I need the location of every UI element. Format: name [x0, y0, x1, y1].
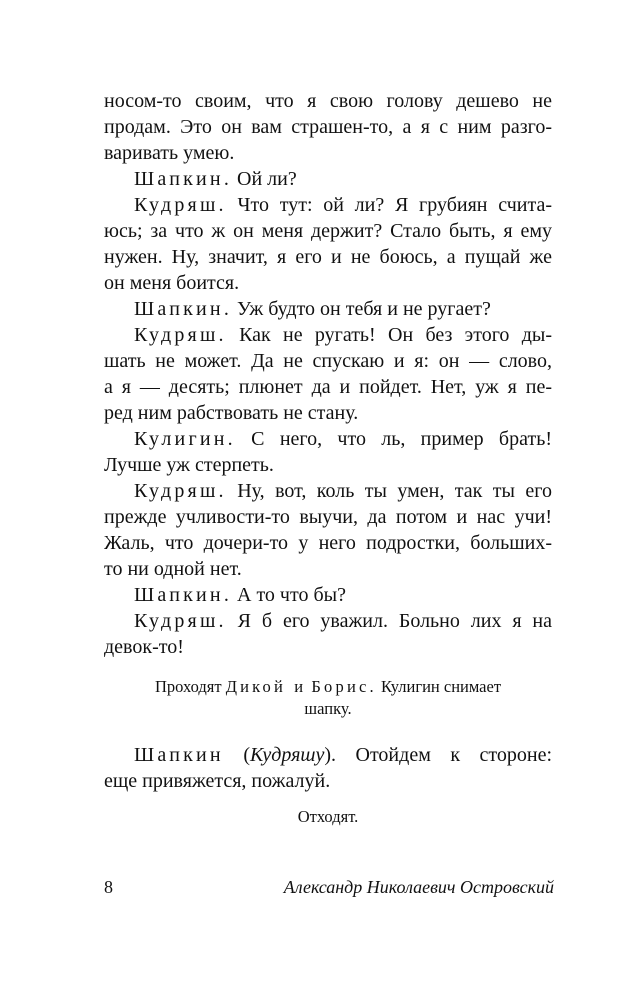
dialogue-line: Кудряш. Ну, вот, коль ты умен, так ты его	[134, 480, 552, 502]
speaker-name: Кудряш.	[134, 194, 227, 216]
text-line: носом-то своим, что я свою голову дешево не	[104, 90, 552, 112]
text-line: ред ним рабствовать не стану.	[104, 402, 359, 424]
dialogue-line: Кудряш. Как не ругать! Он без этого ды-	[134, 324, 552, 346]
speaker-name: Шапкин.	[134, 168, 233, 190]
dialogue-line: Кудряш. Я б его уважил. Больно лих я на	[134, 610, 552, 632]
text-line: шать не может. Да не спускаю и я: он — слово,	[104, 350, 552, 372]
speaker-name: Шапкин	[134, 744, 224, 766]
running-footer-author: Александр Николаевич Островский	[283, 877, 554, 897]
speaker-name: Шапкин.	[134, 584, 233, 606]
text-line: еще привяжется, пожалуй.	[104, 770, 331, 792]
text-line: варивать умею.	[104, 142, 235, 164]
text-line: Жаль, что дочери-то у него подростки, больших-	[104, 532, 552, 554]
page-number: 8	[104, 877, 113, 897]
stage-direction: Отходят.	[297, 807, 359, 826]
character-name: Борис.	[311, 677, 377, 696]
speaker-name: Кудряш.	[134, 610, 227, 632]
speaker-name: Шапкин.	[134, 298, 233, 320]
dialogue-line: Шапкин. А то что бы?	[134, 584, 346, 606]
dialogue-line: Кудряш. Что тут: ой ли? Я грубиян счита-	[134, 194, 553, 216]
text-line: а я — десять; плюнет да и пойдет. Нет, уж я пе-	[104, 376, 552, 398]
dialogue-line: Шапкин. Уж будто он тебя и не ругает?	[134, 298, 491, 320]
dialogue-line: Шапкин. Ой ли?	[134, 168, 297, 190]
speaker-name: Кудряш.	[134, 324, 227, 346]
stage-direction: Проходят Дикой и Борис. Кулигин снимает	[154, 677, 502, 696]
dialogue-line: Шапкин (Кудряшу). Отойдем к стороне:	[134, 744, 553, 766]
dialogue-line: Кулигин. С него, что ль, пример брать!	[134, 428, 552, 450]
text-line: прежде учливости-то выучи, да потом и нас учи!	[104, 506, 552, 528]
text-line: то ни одной нет.	[104, 558, 242, 580]
text-line: нужен. Ну, значит, я его и не боюсь, а пущай же	[104, 246, 552, 268]
text-line: он меня боится.	[104, 272, 240, 294]
speaker-name: Кулигин.	[134, 428, 236, 450]
text-line: продам. Это он вам страшен-то, а я с ним разго-	[104, 116, 552, 138]
text-line: Лучше уж стерпеть.	[104, 454, 274, 476]
character-name: Дикой	[225, 677, 287, 696]
text-line: девок-то!	[104, 636, 184, 658]
stage-direction: шапку.	[304, 699, 352, 718]
text-line: юсь; за что ж он меня держит? Стало быть, я ему	[104, 220, 552, 242]
speaker-name: Кудряш.	[134, 480, 227, 502]
stage-aside: Кудряшу	[249, 744, 325, 766]
